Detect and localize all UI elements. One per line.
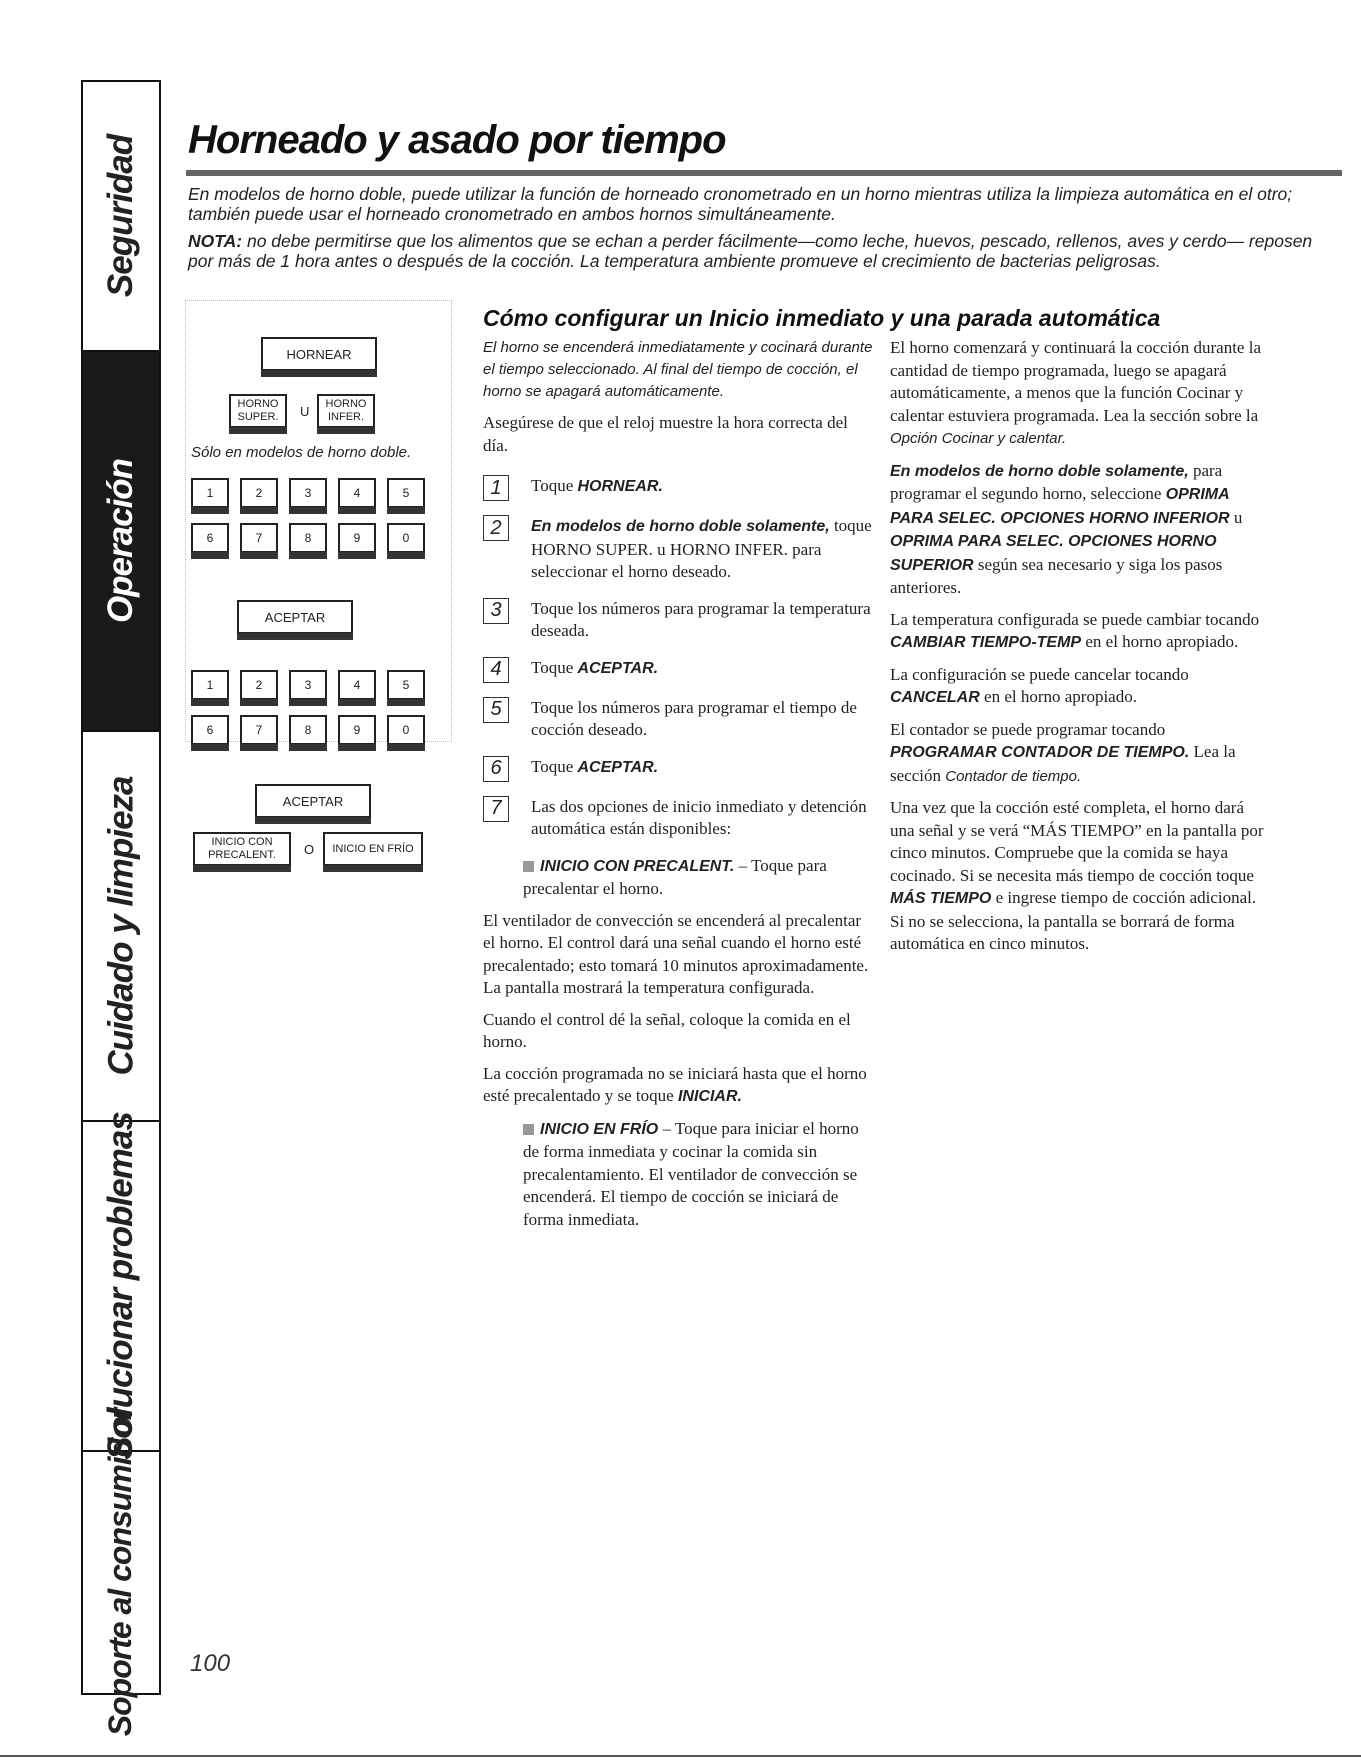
page-title: Horneado y asado por tiempo xyxy=(188,118,726,162)
number-key[interactable]: 4 xyxy=(338,478,376,508)
step-text: Las dos opciones de inicio inmediato y detención automática están disponibles: xyxy=(531,796,867,838)
instructions-column xyxy=(483,337,873,1240)
paragraph-text: en el horno apropiado. xyxy=(979,687,1137,706)
sidebar-tab-label: Soporte al consumidor xyxy=(102,1408,139,1737)
number-keypad-1 xyxy=(191,478,436,553)
sidebar-nav xyxy=(81,80,161,1737)
step-number: 1 xyxy=(483,475,509,501)
number-key[interactable]: 9 xyxy=(338,715,376,745)
bullet-icon xyxy=(523,1124,534,1135)
paragraph-text: Lea la sección xyxy=(890,742,1236,785)
hornear-key[interactable]: HORNEAR xyxy=(261,337,377,371)
sidebar-tab-soporte[interactable] xyxy=(83,1408,159,1737)
sidebar-tab-label: Operación xyxy=(101,458,141,624)
step-number: 6 xyxy=(483,756,509,782)
right-paragraph-5 xyxy=(890,719,1270,789)
step-text: Toque los números para programar la temperatura deseada. xyxy=(531,598,871,640)
right-paragraph-3 xyxy=(890,609,1270,655)
key-name: CANCELAR xyxy=(890,689,980,706)
key-name: INICIAR. xyxy=(677,1088,742,1105)
number-key[interactable]: 8 xyxy=(289,523,327,553)
number-key[interactable]: 2 xyxy=(240,478,278,508)
step-5 xyxy=(483,697,873,742)
key-name: ACEPTAR. xyxy=(577,758,659,776)
key-name: INICIO EN FRÍO xyxy=(540,1120,659,1138)
or-label: U xyxy=(300,404,310,419)
step-number: 3 xyxy=(483,598,509,624)
option-precalent xyxy=(523,855,873,901)
or-label: O xyxy=(304,842,315,857)
key-name: En modelos de horno doble solamente, xyxy=(890,462,1189,480)
number-key[interactable]: 5 xyxy=(387,478,425,508)
sidebar-tab-cuidado[interactable] xyxy=(83,732,159,1122)
paragraph-text: La temperatura configurada se puede cambiar tocando xyxy=(890,609,1260,629)
option-text: – Toque para iniciar el horno de forma inmediata y cocinar la comida sin precalentamiento. El ventilador de convección se encenderá. El tiempo de cocción se iniciará de forma inmediata. xyxy=(523,1118,859,1229)
step-number: 2 xyxy=(483,515,509,541)
step-text-pre: Toque xyxy=(531,756,578,776)
number-key[interactable]: 0 xyxy=(387,523,425,553)
aceptar-key[interactable]: ACEPTAR xyxy=(255,784,371,818)
key-name: ACEPTAR. xyxy=(577,659,659,677)
option-precalent-start xyxy=(483,1063,873,1109)
italic-ref: Contador de tiempo. xyxy=(945,767,1082,785)
paragraph-text: en el horno apropiado. xyxy=(1081,632,1239,651)
footer-rule xyxy=(0,1755,1361,1757)
number-key[interactable]: 6 xyxy=(191,715,229,745)
step-text-pre: Toque xyxy=(531,657,578,677)
step-number: 4 xyxy=(483,657,509,683)
step-text xyxy=(531,515,873,584)
paragraph-text: Una vez que la cocción esté completa, el horno dará una señal y se verá “MÁS TIEMPO” en la pantalla por cinco minutos. Compruebe que la comida se haya cocinado. Si se necesita más tiempo de cocción toque xyxy=(890,798,1264,885)
step-text-pre: Toque xyxy=(531,476,578,495)
number-key[interactable]: 7 xyxy=(240,715,278,745)
step-text xyxy=(531,475,663,501)
aceptar-key[interactable]: ACEPTAR xyxy=(237,600,353,634)
option-precalent-detail: El ventilador de convección se encenderá al precalentar el horno. El control dará una señal cuando el horno esté precalentado; esto tomará 10 minutos aproximadamente. La pantalla mostrará la temperatura configurada. xyxy=(483,910,869,997)
paragraph-text: La configuración se puede cancelar tocando xyxy=(890,664,1189,684)
number-key[interactable]: 9 xyxy=(338,523,376,553)
option-frio xyxy=(523,1118,873,1232)
title-divider xyxy=(186,170,1342,176)
horno-infer-key[interactable]: HORNO INFER. xyxy=(317,394,375,428)
number-key[interactable]: 3 xyxy=(289,478,327,508)
double-oven-note: Sólo en modelos de horno doble. xyxy=(191,444,412,461)
nota-label: NOTA: xyxy=(188,231,243,251)
clock-note: Asegúrese de que el reloj muestre la hora correcta del día. xyxy=(483,413,848,455)
number-key[interactable]: 5 xyxy=(387,670,425,700)
inicio-frio-key[interactable]: INICIO EN FRÍO xyxy=(323,832,423,866)
step-4 xyxy=(483,657,873,683)
step-text-post: toque HORNO SUPER. u HORNO INFER. para seleccionar el horno deseado. xyxy=(531,516,872,581)
right-paragraph-1 xyxy=(890,337,1270,451)
paragraph-text: El horno comenzará y continuará la cocción durante la cantidad de tiempo programada, luego se apagará automáticamente, a menos que la función Cocinar y calentar estuviera programada. Lea la sección sobre la xyxy=(890,338,1261,425)
step-7 xyxy=(483,796,873,841)
nota-text: no debe permitirse que los alimentos que se echan a perder fácilmente—como leche, huevos, pescado, rellenos, aves y cerdo— reposen por más de 1 hora antes o después de la cocción. La temperatura ambiente promueve el crecimiento de bacterias peligrosas. xyxy=(188,231,1313,271)
sidebar-tab-label: Cuidado y limpieza xyxy=(101,776,140,1076)
section-title: Cómo configurar un Inicio inmediato y una parada automática xyxy=(483,305,1161,331)
step-text xyxy=(531,657,658,683)
key-name: MÁS TIEMPO xyxy=(890,890,992,907)
lead-paragraph: El horno se encenderá inmediatamente y cocinará durante el tiempo seleccionado. Al final del tiempo de cocción, el horno se apagará automáticamente. xyxy=(483,339,873,400)
key-name: CAMBIAR TIEMPO-TEMP xyxy=(890,634,1082,651)
step-2 xyxy=(483,515,873,584)
paragraph-text: para programar el segundo horno, seleccione xyxy=(890,460,1223,503)
number-key[interactable]: 2 xyxy=(240,670,278,700)
inicio-precalent-key[interactable]: INICIO CON PRECALENT. xyxy=(193,832,291,866)
step-number: 7 xyxy=(483,796,509,822)
sidebar-tab-label: Solucionar problemas xyxy=(101,1112,140,1460)
number-key[interactable]: 3 xyxy=(289,670,327,700)
page-number: 100 xyxy=(190,1650,231,1677)
number-key[interactable]: 6 xyxy=(191,523,229,553)
italic-ref: Opción Cocinar y calentar. xyxy=(890,430,1067,447)
sidebar-tab-seguridad[interactable] xyxy=(83,82,159,352)
intro-text xyxy=(188,184,1338,278)
number-key[interactable]: 7 xyxy=(240,523,278,553)
number-key[interactable]: 8 xyxy=(289,715,327,745)
number-key[interactable]: 1 xyxy=(191,478,229,508)
right-paragraph-4 xyxy=(890,664,1270,710)
option-precalent-signal: Cuando el control dé la señal, coloque la comida en el horno. xyxy=(483,1009,851,1051)
key-name: En modelos de horno doble solamente, xyxy=(531,518,830,535)
paragraph-text: e ingrese tiempo de cocción adicional. Si no se selecciona, la pantalla se borrará de forma automática en cinco minutos. xyxy=(890,888,1257,953)
step-number: 5 xyxy=(483,697,509,723)
option-text: La cocción programada no se iniciará hasta que el horno esté precalentado y se toque xyxy=(483,1063,867,1105)
step-1 xyxy=(483,475,873,501)
key-name: OPRIMA PARA SELEC. OPCIONES HORNO SUPERIOR xyxy=(890,533,1217,574)
intro-paragraph: En modelos de horno doble, puede utilizar la función de horneado cronometrado en un horno mientras utiliza la limpieza automática en el otro; también puede usar el horneado cronometrado en ambos hornos simultáneamente. xyxy=(188,184,1293,224)
key-name: PROGRAMAR CONTADOR DE TIEMPO. xyxy=(890,744,1190,761)
right-paragraph-2 xyxy=(890,460,1270,600)
horno-super-key[interactable]: HORNO SUPER. xyxy=(229,394,287,428)
paragraph-text: El contador se puede programar tocando xyxy=(890,719,1166,739)
number-key[interactable]: 0 xyxy=(387,715,425,745)
notes-column xyxy=(890,337,1270,965)
right-paragraph-6 xyxy=(890,797,1270,956)
paragraph-text: según sea necesario y siga los pasos anteriores. xyxy=(890,554,1223,597)
key-name: HORNEAR. xyxy=(577,478,663,495)
number-key[interactable]: 4 xyxy=(338,670,376,700)
number-keypad-2 xyxy=(191,670,436,745)
number-key[interactable]: 1 xyxy=(191,670,229,700)
paragraph-text: u xyxy=(1229,507,1243,527)
step-text: Toque los números para programar el tiempo de cocción deseado. xyxy=(531,697,857,739)
key-name: OPRIMA PARA SELEC. OPCIONES HORNO INFERIOR xyxy=(890,486,1230,527)
step-3 xyxy=(483,598,873,643)
bullet-icon xyxy=(523,861,534,872)
sidebar-tab-label: Seguridad xyxy=(101,134,141,298)
sidebar-tab-solucionar[interactable] xyxy=(83,1112,159,1460)
key-name: INICIO CON PRECALENT. xyxy=(540,857,735,875)
option-text: – Toque para precalentar el horno. xyxy=(523,855,827,898)
step-6 xyxy=(483,756,873,782)
sidebar-tab-operacion[interactable] xyxy=(83,352,159,732)
nota-paragraph xyxy=(188,231,1338,271)
step-text xyxy=(531,756,658,782)
